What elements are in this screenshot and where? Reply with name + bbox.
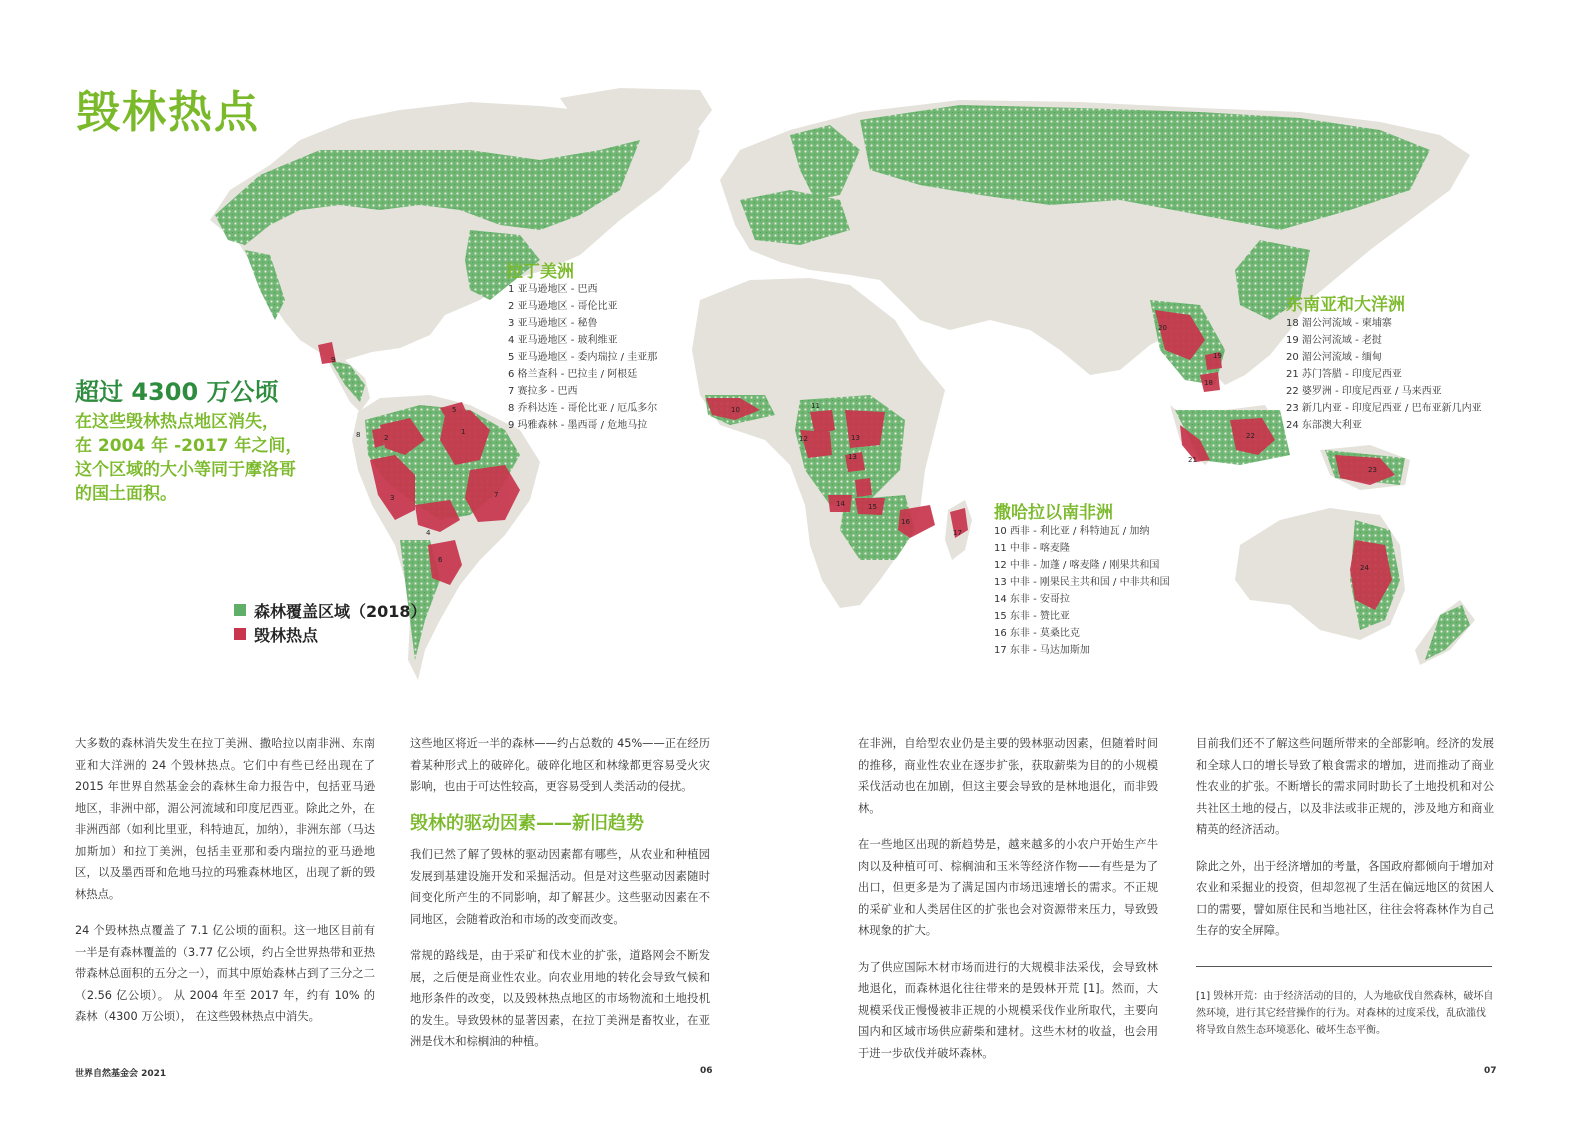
paragraph: 常规的路线是，由于采矿和伐木业的扩张，道路网会不断发展，之后便是商业性农业。向农业用地的转化会导致气候和地形条件的改变，以及毁林热点地区的市场物流和土地投机的发生。导致毁林的显著因素，在拉丁美洲是畜牧业，在亚洲是伐木和棕榈油的种植。 (410, 949, 710, 1048)
paragraph: 在非洲，自给型农业仍是主要的毁林驱动因素，但随着时间的推移，商业性农业在逐步扩张，获取薪柴为目的的小规模采伐活动也在加剧，但这主要会导致的是林地退化，而非毁林。 (858, 737, 1158, 815)
region-item: 6 格兰查科 - 巴拉圭 / 阿根廷 (508, 369, 638, 380)
map-label: 13 (848, 453, 857, 461)
map-label: 18 (1204, 379, 1213, 387)
map-label: 4 (426, 529, 431, 537)
text-column-3 (858, 733, 1158, 1079)
map-label: 3 (390, 494, 395, 502)
region-list-southeast-asia (1286, 315, 1482, 434)
map-label: 5 (452, 406, 457, 414)
stat-line: 的国土面积。 (75, 484, 177, 504)
text-column-2 (410, 733, 710, 1068)
stat-line: 在 2004 年 -2017 年之间， (75, 436, 303, 456)
paragraph: 大多数的森林消失发生在拉丁美洲、撒哈拉以南非洲、东南亚和大洋洲的 24 个毁林热点。它们中有些已经出现在了 2015 年世界自然基金会的森林生命力报告中，包括亚马逊地区，非洲中部，湄公河流域和印度尼西亚。除此之外，在非洲西部（如利比里亚，科特迪瓦，加纳），非洲东部（马达加斯加）和拉丁美洲，包括圭亚那和委内瑞拉的亚马逊地区，以及墨西哥和危地马拉的玛雅森林地区，出现了新的毁林热点。 (75, 737, 375, 901)
paragraph: 除此之外，出于经济增加的考量，各国政府都倾向于增加对农业和采掘业的投资，但却忽视了生活在偏远地区的贫困人口的需要，譬如原住民和当地社区，往往会将森林作为自己生存的安全屏障。 (1196, 859, 1494, 937)
map-label: 6 (438, 556, 443, 564)
region-item: 9 玛雅森林 - 墨西哥 / 危地马拉 (508, 420, 648, 431)
region-item: 12 中非 - 加蓬 / 喀麦隆 / 刚果共和国 (994, 560, 1160, 571)
map-label: 9 (331, 356, 336, 364)
page-number-right: 07 (1484, 1066, 1497, 1076)
region-item: 17 东非 - 马达加斯加 (994, 645, 1090, 656)
footer-publisher: 世界自然基金会 2021 (75, 1069, 167, 1079)
map-label: 2 (384, 434, 389, 442)
map-label: 1 (461, 428, 466, 436)
region-item: 16 东非 - 莫桑比克 (994, 628, 1080, 639)
map-label: 14 (836, 500, 845, 508)
map-label: 17 (953, 529, 962, 537)
map-label: 15 (868, 503, 877, 511)
region-item: 7 赛拉多 - 巴西 (508, 386, 578, 397)
legend-hotspot-label: 毁林热点 (254, 625, 319, 645)
map-label: 21 (1188, 456, 1197, 464)
region-item: 20 湄公河流域 - 缅甸 (1286, 352, 1382, 363)
section-heading: 毁林的驱动因素——新旧趋势 (410, 812, 644, 834)
region-item: 19 湄公河流域 - 老挝 (1286, 335, 1382, 346)
hotspot-swatch (234, 628, 246, 640)
region-title-latin-america: 拉丁美洲 (506, 262, 574, 282)
map-label: 23 (1368, 466, 1377, 474)
region-item: 3 亚马逊地区 - 秘鲁 (508, 318, 598, 329)
region-item: 1 亚马逊地区 - 巴西 (508, 284, 598, 295)
region-item: 21 苏门答腊 - 印度尼西亚 (1286, 369, 1402, 380)
text-column-4 (1196, 733, 1494, 957)
stat-description (75, 410, 375, 506)
footnote: [1] 毁林开荒：由于经济活动的目的，人为地砍伐自然森林，破坏自然环境，进行其它经营操作的行为。对森林的过度采伐，乱砍滥伐将导致自然生态环境恶化、破坏生态平衡。 (1196, 991, 1494, 1036)
region-item: 8 乔科达连 - 哥伦比亚 / 厄瓜多尔 (508, 403, 658, 414)
map-label: 13 (851, 434, 860, 442)
paragraph: 24 个毁林热点覆盖了 7.1 亿公顷的面积。这一地区目前有一半是有森林覆盖的（3.77 亿公顷，约占全世界热带和亚热带森林总面积的五分之一），而其中原始森林占到了三分之二（2.56 亿公顷）。 从 2004 年至 2017 年，约有 10% 的森林（4300 万公顷）， 在这些毁林热点中消失。 (75, 924, 375, 1023)
paragraph: 在一些地区出现的新趋势是，越来越多的小农户开始生产牛肉以及种植可可、棕榈油和玉米等经济作物——有些是为了出口，但更多是为了满足国内市场迅速增长的需求。不正规的采矿业和人类居住区的扩张也会对资源带来压力，导致毁林现象的扩大。 (858, 838, 1158, 937)
map-label: 7 (494, 491, 499, 499)
page-number-left: 06 (700, 1066, 713, 1076)
region-item: 10 西非 - 利比亚 / 科特迪瓦 / 加纳 (994, 526, 1150, 537)
text-column-1 (75, 733, 375, 1043)
stat-headline: 超过 4300 万公顷 (75, 378, 279, 406)
region-list-latin-america (508, 281, 657, 434)
footnote-divider (1196, 966, 1492, 967)
map-label: 20 (1158, 324, 1167, 332)
map-legend (234, 598, 427, 646)
hotspot-13c (855, 478, 872, 497)
page-title: 毁林热点 (76, 87, 260, 138)
map-label: 19 (1213, 352, 1222, 360)
legend-hotspot (234, 622, 427, 646)
region-item: 24 东部澳大利亚 (1286, 420, 1362, 431)
paragraph: 这些地区将近一半的森林——约占总数的 45%——正在经历着某种形式上的破碎化。破碎化地区和林缘都更容易受火灾影响，也由于可达性较高，更容易受到人类活动的侵扰。 (410, 737, 710, 793)
region-item: 2 亚马逊地区 - 哥伦比亚 (508, 301, 618, 312)
legend-forest (234, 598, 427, 622)
stat-line: 这个区域的大小等同于摩洛哥 (75, 460, 296, 480)
region-item: 14 东非 - 安哥拉 (994, 594, 1070, 605)
paragraph: 为了供应国际木材市场而进行的大规模非法采伐，会导致林地退化，而森林退化往往带来的是毁林开荒 [1]。然而，大规模采伐正慢慢被非正规的小规模采伐作业所取代，主要向国内和区域市场供应薪柴和建材。这些木材的收益，也会用于进一步砍伐并破坏森林。 (858, 960, 1158, 1060)
map-label: 11 (811, 402, 820, 410)
region-title-southeast-asia: 东南亚和大洋洲 (1286, 295, 1405, 315)
region-item: 15 东非 - 赞比亚 (994, 611, 1070, 622)
region-item: 11 中非 - 喀麦隆 (994, 543, 1070, 554)
legend-forest-label: 森林覆盖区域（2018） (254, 601, 427, 621)
map-label: 12 (799, 435, 808, 443)
stat-line: 在这些毁林热点地区消失， (75, 412, 279, 432)
forest-swatch (234, 604, 246, 616)
map-label: 10 (731, 406, 740, 414)
region-item: 13 中非 - 刚果民主共和国 / 中非共和国 (994, 577, 1170, 588)
region-list-africa (994, 523, 1170, 659)
paragraph: 我们已然了解了毁林的驱动因素都有哪些，从农业和种植园发展到基建设施开发和采掘活动。但是对这些驱动因素随时间变化所产生的不同影响，却了解甚少。这些驱动因素在不同地区，会随着政治和市场的改变而改变。 (410, 848, 710, 926)
region-item: 5 亚马逊地区 - 委内瑞拉 / 圭亚那 (508, 352, 658, 363)
map-label: 24 (1360, 564, 1369, 572)
region-item: 18 湄公河流域 - 柬埔寨 (1286, 318, 1392, 329)
map-label: 22 (1246, 432, 1255, 440)
hotspot-13a (845, 410, 885, 448)
region-item: 23 新几内亚 - 印度尼西亚 / 巴布亚新几内亚 (1286, 403, 1482, 414)
region-item: 22 婆罗洲 - 印度尼西亚 / 马来西亚 (1286, 386, 1442, 397)
region-item: 4 亚马逊地区 - 玻利维亚 (508, 335, 618, 346)
region-title-africa: 撒哈拉以南非洲 (994, 503, 1113, 523)
paragraph: 目前我们还不了解这些问题所带来的全部影响。经济的发展和全球人口的增长导致了粮食需求的增加，进而推动了商业性农业的扩张。不断增长的需求同时助长了土地投机和对公共社区土地的侵占，以及非法或非正规的，涉及地方和商业精英的经济活动。 (1196, 737, 1494, 836)
map-label: 8 (356, 431, 361, 439)
map-label: 16 (901, 518, 910, 526)
